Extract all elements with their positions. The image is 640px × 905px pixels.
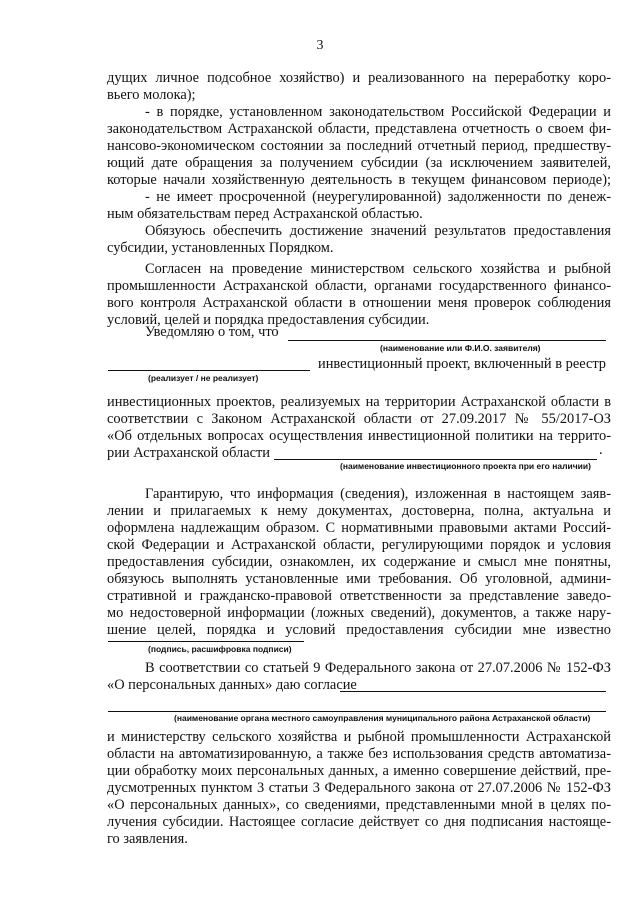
applicant-caption: (наименование или Ф.И.О. заявителя) bbox=[380, 343, 541, 353]
text-line: шение целей, порядка и условий предоставления субсидии мне известно bbox=[107, 622, 611, 638]
project-caption: (наименование инвестиционного проекта при его наличии) bbox=[340, 461, 591, 471]
text-line: «О персональных данных», со сведениями, представленными мной в целях по- bbox=[107, 797, 611, 813]
text-line: ющий дате обращения за получением субсидии (за исключением заявителей, bbox=[107, 155, 611, 171]
text-line: ской Федерации и Астраханской области, регулирующими порядок и условия bbox=[107, 537, 611, 553]
text-line: инвестиционных проектов, реализуемых на территории Астраханской области в bbox=[107, 394, 611, 410]
text-line: Гарантирую, что информация (сведения), изложенная в настоящем заяв- bbox=[145, 486, 611, 502]
signature-field[interactable] bbox=[108, 641, 304, 642]
text-line: - в порядке, установленном законодательством Российской Федерации и bbox=[145, 104, 611, 120]
text-line: условий, целей и порядка предоставления субсидии. bbox=[107, 312, 430, 328]
text-line: ции обработку моих персональных данных, а именно совершение действий, пре- bbox=[107, 763, 611, 779]
text-line: дущих личное подсобное хозяйство) и реализованного на переработку коро- bbox=[107, 70, 611, 86]
text-line: вьего молока); bbox=[107, 87, 196, 103]
text-line: вого контроля Астраханской области в отношении меня проверок соблюдения bbox=[107, 295, 611, 311]
signature-caption: (подпись, расшифровка подписи) bbox=[148, 644, 292, 654]
text-line: нансово-экономическом состоянии за последний отчетный период, предшеству- bbox=[107, 138, 611, 154]
text-line: лучения субсидии. Настоящее согласие действует со дня подписания настояще- bbox=[107, 814, 611, 830]
text-line: - не имеет просроченной (неурегулированной) задолженности по денеж- bbox=[145, 189, 611, 205]
notify-label: Уведомляю о том, что bbox=[145, 324, 279, 340]
text-line: инвестиционный проект, включенный в реестр bbox=[318, 356, 606, 372]
text-line: лении и прилагаемых к нему документах, достоверна, полна, актуальна и bbox=[107, 503, 611, 519]
text-line: стративной и гражданско-правовой ответственности за представление заведо- bbox=[107, 588, 611, 604]
text-line: рии Астраханской области bbox=[107, 445, 271, 461]
text-line: которые начали хозяйственную деятельность в текущем финансовом периоде); bbox=[107, 172, 611, 188]
text-line: и министерству сельского хозяйства и рыбной промышленности Астраханской bbox=[107, 729, 611, 745]
text-line: В соответствии со статьей 9 Федерального закона от 27.07.2006 № 152-ФЗ bbox=[145, 660, 611, 676]
page-number: 3 bbox=[316, 38, 324, 53]
municipality-caption: (наименование органа местного самоуправления муниципального района Астраханской области) bbox=[174, 713, 591, 723]
text-line: Согласен на проведение министерством сельского хозяйства и рыбной bbox=[145, 261, 611, 277]
text-line: оформлена надлежащим образом. С нормативными правовыми актами Россий- bbox=[107, 520, 611, 536]
applicant-field[interactable] bbox=[288, 340, 606, 341]
implements-caption: (реализует / не реализует) bbox=[148, 373, 259, 383]
text-line: Обязуюсь обеспечить достижение значений результатов предоставления bbox=[145, 223, 611, 239]
text-line: «О персональных данных» даю согласие bbox=[107, 677, 357, 693]
consent-field[interactable] bbox=[340, 691, 606, 692]
text-line: го заявления. bbox=[107, 831, 188, 847]
period-mark: . bbox=[599, 442, 603, 458]
text-line: соответствии с Законом Астраханской области от 27.09.2017 № 55/2017-ОЗ bbox=[107, 411, 611, 427]
text-line: предоставления субсидии, ознакомлен, их содержание и смысл мне понятны, bbox=[107, 554, 611, 570]
text-line: обязуюсь выполнять установленные ими требования. Об уголовной, админи- bbox=[107, 571, 611, 587]
text-line: «Об отдельных вопросах осуществления инвестиционной политики на террито- bbox=[107, 428, 611, 444]
project-field[interactable] bbox=[274, 459, 597, 460]
text-line: области на автоматизированную, а также без использования средств автоматиза- bbox=[107, 746, 611, 762]
text-line: промышленности Астраханской области, органами государственного финансо- bbox=[107, 278, 611, 294]
text-line: субсидии, установленных Порядком. bbox=[107, 240, 334, 256]
municipality-field[interactable] bbox=[108, 711, 606, 712]
text-line: ным обязательствам перед Астраханской областью. bbox=[107, 206, 423, 222]
text-line: мо недостоверной информации (ложных сведений), документов, а также нару- bbox=[107, 605, 611, 621]
text-line: законодательством Астраханской области, представлена отчетность о своем фи- bbox=[107, 121, 611, 137]
implements-field[interactable] bbox=[108, 370, 310, 371]
text-line: дусмотренных пунктом 3 статьи 3 Федерального закона от 27.07.2006 № 152-ФЗ bbox=[107, 780, 611, 796]
